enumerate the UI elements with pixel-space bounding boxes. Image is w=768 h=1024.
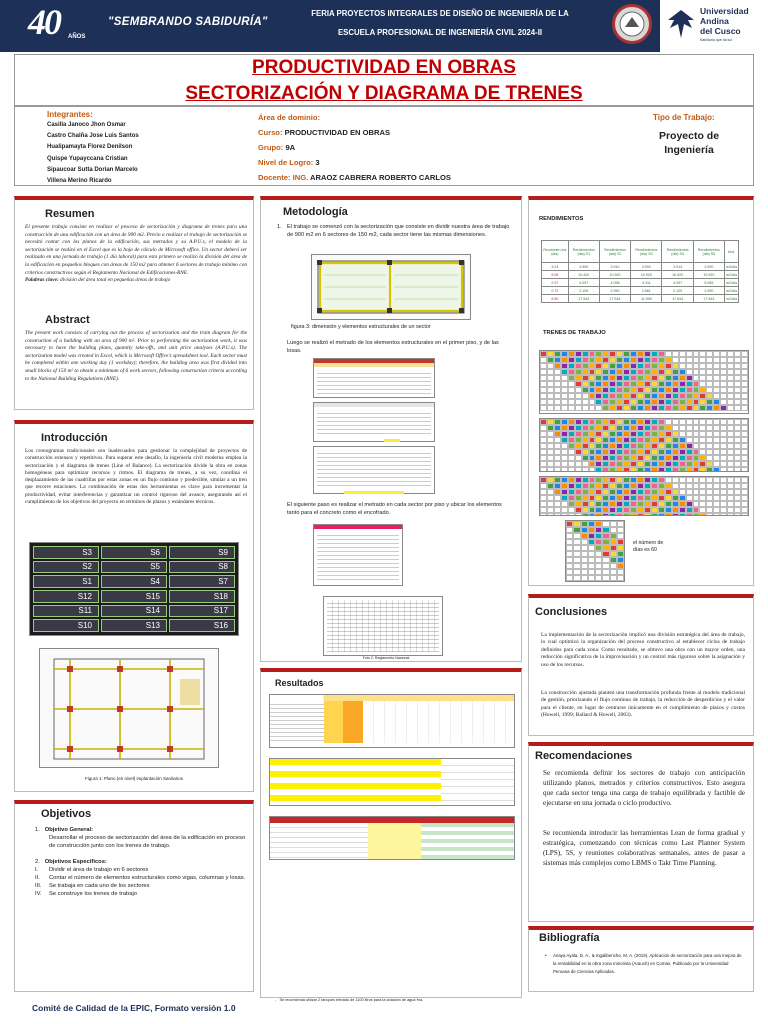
sector-cell: S14	[101, 605, 167, 618]
member: Sipaucoar Sutta Dorian Marcelo	[47, 166, 138, 173]
table-header: Rendimientos (dia) S3	[631, 241, 662, 263]
sector-cell: S11	[33, 605, 99, 618]
results-table-image	[269, 694, 515, 748]
summary-panel	[14, 196, 254, 410]
general-objective: Desarrollar el proceso de sectorización del área de la edificación en proceso de construcción junto con los trenes de trabajo.	[49, 835, 246, 849]
faculty-seal-icon	[612, 4, 652, 44]
sector-cell: S2	[33, 561, 99, 574]
metrado-table-image	[313, 358, 435, 398]
section-heading: Metodología	[283, 206, 348, 218]
sector-cell: S1	[33, 575, 99, 588]
table-header: Und.	[724, 241, 738, 263]
sector-cell: S16	[169, 619, 235, 632]
method-step: Luego se realizó el metrado de los elementos estructurales en el primer piso, y de las losas.	[287, 340, 499, 354]
objectives-content: 1. Objetivo General: Desarrollar el proceso de sectorización del área de la edificación en proceso de construcción junto con los trenes de trabajo. 2. Objetivos Específicos: I. Dividir el área de trabajo en 6 sectores II. Contar el número de elementos estructurales como vigas, columnas y losas. III. Se trabaja en cada uno de los sectores IV. Se construye los trenes de trabajo	[35, 827, 246, 897]
note: - Se recomienda utilizar 2 tanques elevado de 1100 litros para la dotación de agua fría.	[275, 998, 424, 1002]
abstract-body: The present work consists of carrying out the process of sectorization and the train diagram for the construction of a building with an area of 900 m². Prior to performing the sectorization work, it was necessary to have the building plans, quantity take-offs, and unit price analyses (A.P.U.s). The sectorization model was created in Excel, which is Microsoft Office's spreadsheet tool. Each sector must be completed within one working day (1 workday); therefore, the building area was first divided into small blocks of 150 m² to obtain a minimum of 6 work sectors, following construction criteria according to the National Building Regulations (RNE).	[25, 330, 247, 382]
section-heading: Objetivos	[41, 808, 92, 820]
member: Villena Merino Ricardo	[47, 178, 112, 185]
figure-caption: figura 3: dimensión y elementos estructurales de un sector	[291, 324, 431, 330]
figure-caption: Figura 1: Plano (en nivel) implantación Sanitarios	[84, 776, 184, 781]
sector-cell: S7	[169, 575, 235, 588]
sector-map-image	[29, 542, 239, 636]
section-heading: Conclusiones	[535, 606, 608, 618]
specific-objectives-list	[35, 866, 247, 898]
table-row: 0.72 2.105 2.990 2.661 2.105 2.990 m2/día	[542, 287, 739, 295]
table-header: Rendimientos (dia) S4	[662, 241, 693, 263]
member: Quispe Yupayccana Cristian	[47, 155, 128, 162]
results-table-image	[269, 816, 515, 860]
days-note: el número de días es 60	[633, 540, 664, 553]
results-table-image	[269, 758, 515, 806]
metrado-table-image	[313, 402, 435, 442]
figure-caption: Foto 2: Reglamento Nacional	[362, 656, 410, 660]
footer-text: Comité de Calidad de la EPIC, Formato versión 1.0	[32, 1003, 236, 1013]
university-name: Universidad Andina del Cusco	[700, 6, 749, 36]
conclusion-paragraph: La construcción ajustada planteó una transformación profunda frente al modelo tradicional de gestión, priorizando el flujo continuo de trabajo, la reducción de desperdicios y el valor para el cliente, en lugar de centrarse únicamente en el cumplimiento de plazos y costos (Howell, 1999; Ballard & Howell, 2003).	[541, 690, 745, 719]
specific-objective: I. Dividir el área de trabajo en 6 sectores	[35, 867, 149, 873]
work-type-label: Tipo de Trabajo:	[653, 113, 715, 122]
project-info: Integrantes: Casilla Janoco Jhon Osmar Castro Chalña Jose Luis Santos Hualipamayta Florez Denilson Quispe Yupayccana Cristian Sipaucoar Sutta Dorian Marcelo Villena Merino Ricardo Área de dominio: Curso: PRODUCTIVIDAD EN OBRAS Grupo: 9A Nivel de Logro: 3 Docente: ING. ARAOZ CABRERA ROBERTO CARLOS Tipo de Trabajo: Proyecto de Ingeniería	[14, 106, 754, 186]
sector-cell: S5	[101, 561, 167, 574]
condor-icon	[666, 6, 696, 42]
section-heading: Resultados	[275, 678, 324, 688]
table-row: 3.24 3.990 3.910 3.990 3.914 3.990 m3/día	[542, 263, 739, 271]
performance-panel	[528, 196, 754, 586]
conclusion-paragraph: La implementación de la sectorización implicó una división estratégica del área de trabajo, lo cual optimizó la organización del proceso constructivo al establecer ciclos de trabajo definidos para cada zona. Como resultado, se obtuvo una obra con un mayor orden, una reducción significativa de la improvisación y un control más riguroso sobre la asignación y uso de los recursos.	[541, 632, 745, 668]
table-header: Rendimien tos (dia)	[542, 241, 569, 263]
fair-title: FERIA PROYECTOS INTEGRALES DE DISEÑO DE INGENIERÍA DE LA ESCUELA PROFESIONAL DE INGENIERÍA CIVIL 2024-II	[311, 9, 569, 37]
introduction-panel	[14, 420, 254, 792]
slogan: "SEMBRANDO SABIDURÍA"	[108, 16, 268, 28]
sector-cell: S4	[101, 575, 167, 588]
section-heading: RENDIMIENTOS	[539, 216, 584, 222]
sector-cell: S15	[101, 590, 167, 603]
method-step: El siguiente paso es realizar el metrado en cada sector por piso y ubicar los elementos tanto para el concreto como el encofrado.	[287, 502, 502, 516]
summary-body: El presente trabajo consiste en realizar el proceso de sectorización y diagrama de trenes para una construcción de una edificación con un área de 900 m2. Previo a realizar el trabajo de sectorización se necesitó contar con los planos de la edificación, sus metrados y su A.P.U.s, el modelo de la sectorización se realizó en el Excel que es la hoja de cálculo de Microsoft office. Un sector deberá ser realizado en una jornada de trabajo (1 día laboral) para esto primero se realizó la división del área de la edificación en pequeños bloques con áreas de 150 m2 para obtener 6 sectores de trabajo mínimo con criterios constructivos según el Reglamento Nacional de Edificaciones-RNE. Palabras clave: división del área total en pequeñas áreas de trabajo	[25, 224, 247, 284]
sector-cell: S9	[169, 546, 235, 559]
poster-title: PRODUCTIVIDAD EN OBRAS SECTORIZACIÓN Y DIAGRAMA DE TRENES	[14, 54, 754, 106]
table-row: 2.97 4.097 4.098 4.411 4.097 5.085 m2/día	[542, 279, 739, 287]
bibliography-panel	[528, 926, 754, 992]
sector-cell: S18	[169, 590, 235, 603]
sector-cell: S6	[101, 546, 167, 559]
specific-objective: II. Contar el número de elementos estructurales como vigas, columnas y losas.	[35, 875, 246, 881]
recommendations-panel	[528, 742, 754, 922]
work-type-value: Proyecto de Ingeniería	[658, 130, 720, 156]
section-heading: Recomendaciones	[535, 750, 633, 762]
section-heading: Introducción	[41, 432, 108, 444]
work-trains-diagram	[565, 520, 625, 582]
section-heading: TRENES DE TRABAJO	[543, 330, 606, 336]
methodology-panel	[260, 196, 522, 662]
members-list	[47, 120, 139, 187]
metrado-table-image	[313, 446, 435, 494]
regulation-table-image	[323, 596, 443, 656]
work-trains-diagram	[539, 418, 749, 472]
sector-cell: S13	[101, 619, 167, 632]
results-panel	[260, 668, 522, 1002]
table-row: 8.50 17.544 17.544 11.999 17.544 17.544 m2/día	[542, 295, 739, 303]
recommendation-paragraph: Se recomienda introducir las herramientas Lean de forma gradual y estratégica, comenzando con técnicas como Last Planner System (LPS), 5S, y reuniones colaborativas semanales, antes de pasar a sistemas más complejos como LBMS o Takt Time Planning.	[543, 829, 745, 867]
section-heading: Abstract	[45, 314, 90, 326]
university-logo: Universidad Andina del Cusco Sabiduría que da luz	[660, 0, 768, 52]
work-trains-diagram	[539, 476, 749, 516]
table-header: Rendimientos (dia) S1	[568, 241, 599, 263]
anniversary-logo: 40 AÑOS	[28, 2, 86, 42]
header-bar	[0, 0, 768, 52]
table-header: Rendimientos (dia) S2	[599, 241, 630, 263]
reference-item: • Anaya Ayala, D. A., & Ingaliberiche, M. A. (2019). Aplicación de sectorización para una mejora de la rentabilidad en la obra zona minorista (Arauch) en Comas. Publicado por la Universidad Peruana de Ciencias Aplicadas.	[545, 953, 742, 974]
sector-cell: S8	[169, 561, 235, 574]
method-step: 1. El trabajo se comenzó con la sectorización que consiste en dividir nuestra área de trabajo de 900 m2 en 6 sectores de 150 m2, cada sector tiene las mismas dimensiones.	[277, 224, 510, 238]
specific-objective: IV. Se construye los trenes de trabajo	[35, 891, 137, 897]
section-heading: Resumen	[45, 208, 95, 220]
introduction-body: Los cronogramas tradicionales son inadecuados para gestionar la complejidad de proyectos de construcción extensos y repetitivos. Para superar este desafío, la ingeniería civil moderna emplea la sectorización y el diagrama de trenes (Line of Balance). La sectorización divide la obra en zonas homogéneas para optimizar recursos y ritmos. El diagrama de trenes, a su vez, coordina el desplazamiento de las cuadrillas por estas zonas en un flujo continuo y predecible, similar a un tren que recorre estaciones. La combinación de estas dos herramientas es clave para incrementar la productividad, evitar interferencias y garantizar un control riguroso del avance, asegurando así el cumplimiento de los objetivos del proyecto en términos de plazos y estándares técnicos.	[25, 448, 247, 506]
member: Hualipamayta Florez Denilson	[47, 144, 133, 151]
table-header: Rendimientos (dia) S5	[693, 241, 724, 263]
sector-cell: S12	[33, 590, 99, 603]
sector-cell: S17	[169, 605, 235, 618]
table-row: 5.98 10.420 10.920 10.920 10.920 10.920 m2/día	[542, 271, 739, 279]
conclusions-panel	[528, 594, 754, 736]
course-details: Área de dominio: Curso: PRODUCTIVIDAD EN OBRAS Grupo: 9A Nivel de Logro: 3 Docente: ING. ARAOZ CABRERA ROBERTO CARLOS	[258, 113, 451, 182]
sector-dimension-figure	[311, 254, 471, 320]
specific-objective: III. Se trabaja en cada uno de los sectores	[35, 883, 150, 889]
metrado-sector-image	[313, 524, 403, 586]
section-heading: Bibliografía	[539, 932, 600, 944]
recommendation-paragraph: Se recomienda definir los sectores de trabajo con anticipación utilizando planos, metrados y criterios constructivos. Esto asegura que cada sector tenga una carga de trabajo equilibrada y factible de ejecutarse en una jornada o ciclo productivo.	[543, 769, 745, 807]
floor-plan-image	[39, 648, 219, 768]
sector-cell: S10	[33, 619, 99, 632]
objectives-panel	[14, 800, 254, 992]
work-trains-diagram	[539, 350, 749, 414]
member: Castro Chalña Jose Luis Santos	[47, 133, 139, 140]
member: Casilla Janoco Jhon Osmar	[47, 122, 126, 128]
sector-cell: S3	[33, 546, 99, 559]
performance-table	[541, 240, 739, 303]
